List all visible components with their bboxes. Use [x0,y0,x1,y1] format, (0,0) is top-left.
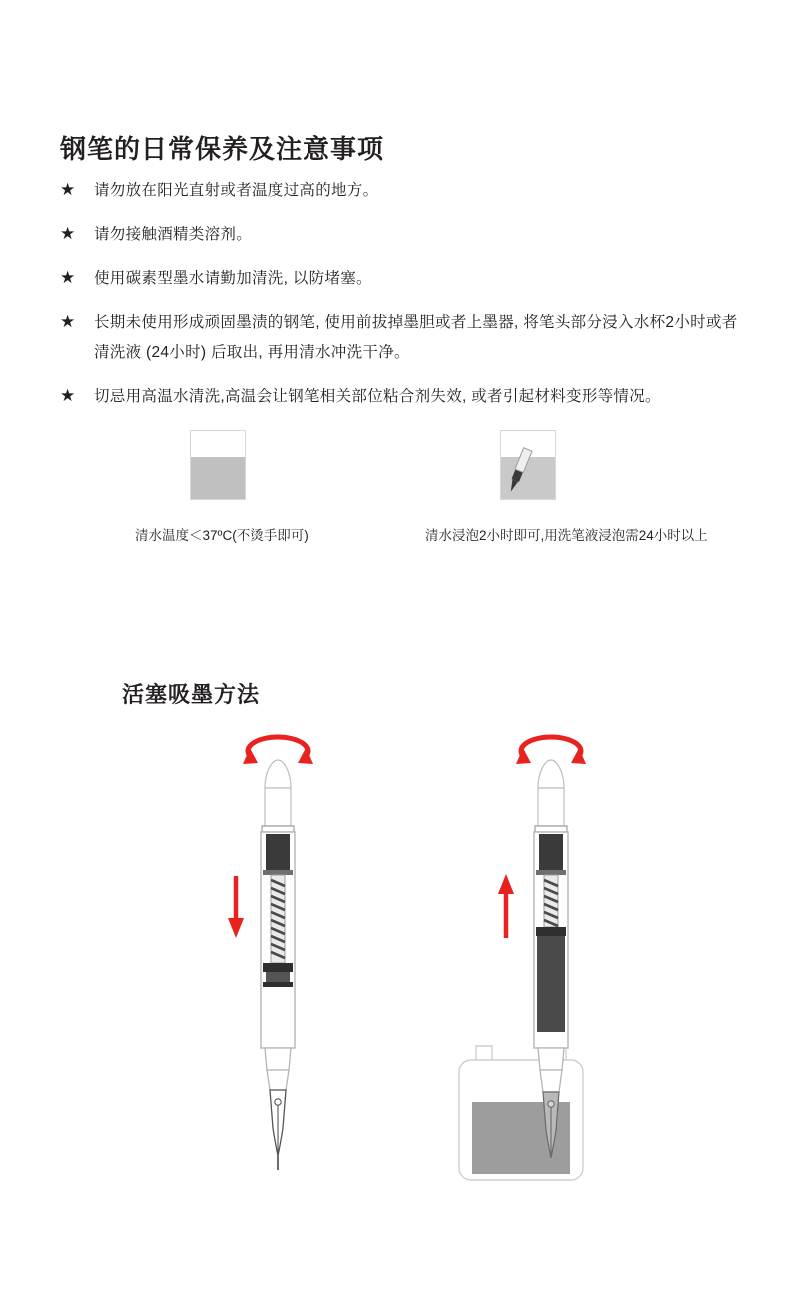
pen-cap-top [538,760,564,788]
care-tip-text: 请勿接触酒精类溶剂。 [94,226,253,243]
list-item [60,176,750,206]
care-tips-list [60,176,750,426]
pen-section-taper [267,1070,289,1090]
pen-section [538,1048,564,1070]
care-tip-text: 请勿放在阳光直射或者温度过高的地方。 [94,182,379,199]
pen-cap-body [265,788,291,826]
piston-step-1 [228,737,313,1170]
care-tip-text: 切忌用高温水清洗,高温会让钢笔相关部位粘合剂失效, 或者引起材料变形等情况。 [94,388,661,405]
figure-caption: 清水温度＜37ºC(不烫手即可) [135,528,309,543]
piston-ink-filling-diagram [0,730,790,1230]
piston-knob-ring [536,870,566,875]
piston-knob [539,834,563,870]
star-bullet-icon: ★ [60,268,76,287]
star-bullet-icon: ★ [60,224,76,243]
pen-collar [535,826,567,832]
pen-section [265,1048,291,1070]
pen-nib-icon [270,1090,286,1156]
piston-seal-ring [263,982,293,987]
water-cup-icon [190,430,246,500]
list-item [60,308,750,368]
figure-pen-soaking [425,430,708,543]
figure-caption: 清水浸泡2小时即可,用洗笔液浸泡需24小时以上 [425,528,708,543]
pen-soaking-cup-icon [500,430,556,500]
pen-cap-body [538,788,564,826]
piston-seal [263,963,293,972]
piston-direction-arrow-up-icon [498,874,514,938]
piston-direction-arrow-down-icon [228,876,244,938]
piston-knob [266,834,290,870]
care-section-title: 钢笔的日常保养及注意事项 [60,134,385,165]
ink-chamber-filled [537,936,565,1032]
care-tip-text: 使用碳素型墨水请勤加清洗, 以防堵塞。 [94,270,372,287]
piston-screw-shaft [544,875,558,927]
piston-section-title: 活塞吸墨方法 [122,682,261,708]
list-item [60,220,750,250]
pen-cap-top [265,760,291,788]
pen-collar [262,826,294,832]
star-bullet-icon: ★ [60,386,76,405]
star-bullet-icon: ★ [60,180,76,199]
piston-screw-shaft [271,875,285,963]
star-bullet-icon: ★ [60,312,76,331]
water-fill [501,457,555,499]
piston-knob-ring [263,870,293,875]
piston-step-2 [459,737,586,1180]
ink-bottle-icon [459,1046,583,1180]
list-item [60,382,750,412]
piston-seal [536,927,566,936]
list-item [60,264,750,294]
care-tip-text: 长期未使用形成顽固墨渍的钢笔, 使用前拔掉墨胆或者上墨器, 将笔头部分浸入水杯2小时或者清洗液 (24小时) 后取出, 再用清水冲洗干净。 [94,314,738,361]
piston-seal-lower [266,972,290,982]
pen-section-taper [540,1070,562,1092]
figure-water-cup [135,430,309,543]
water-fill [191,457,245,499]
cup-figures [60,430,750,550]
